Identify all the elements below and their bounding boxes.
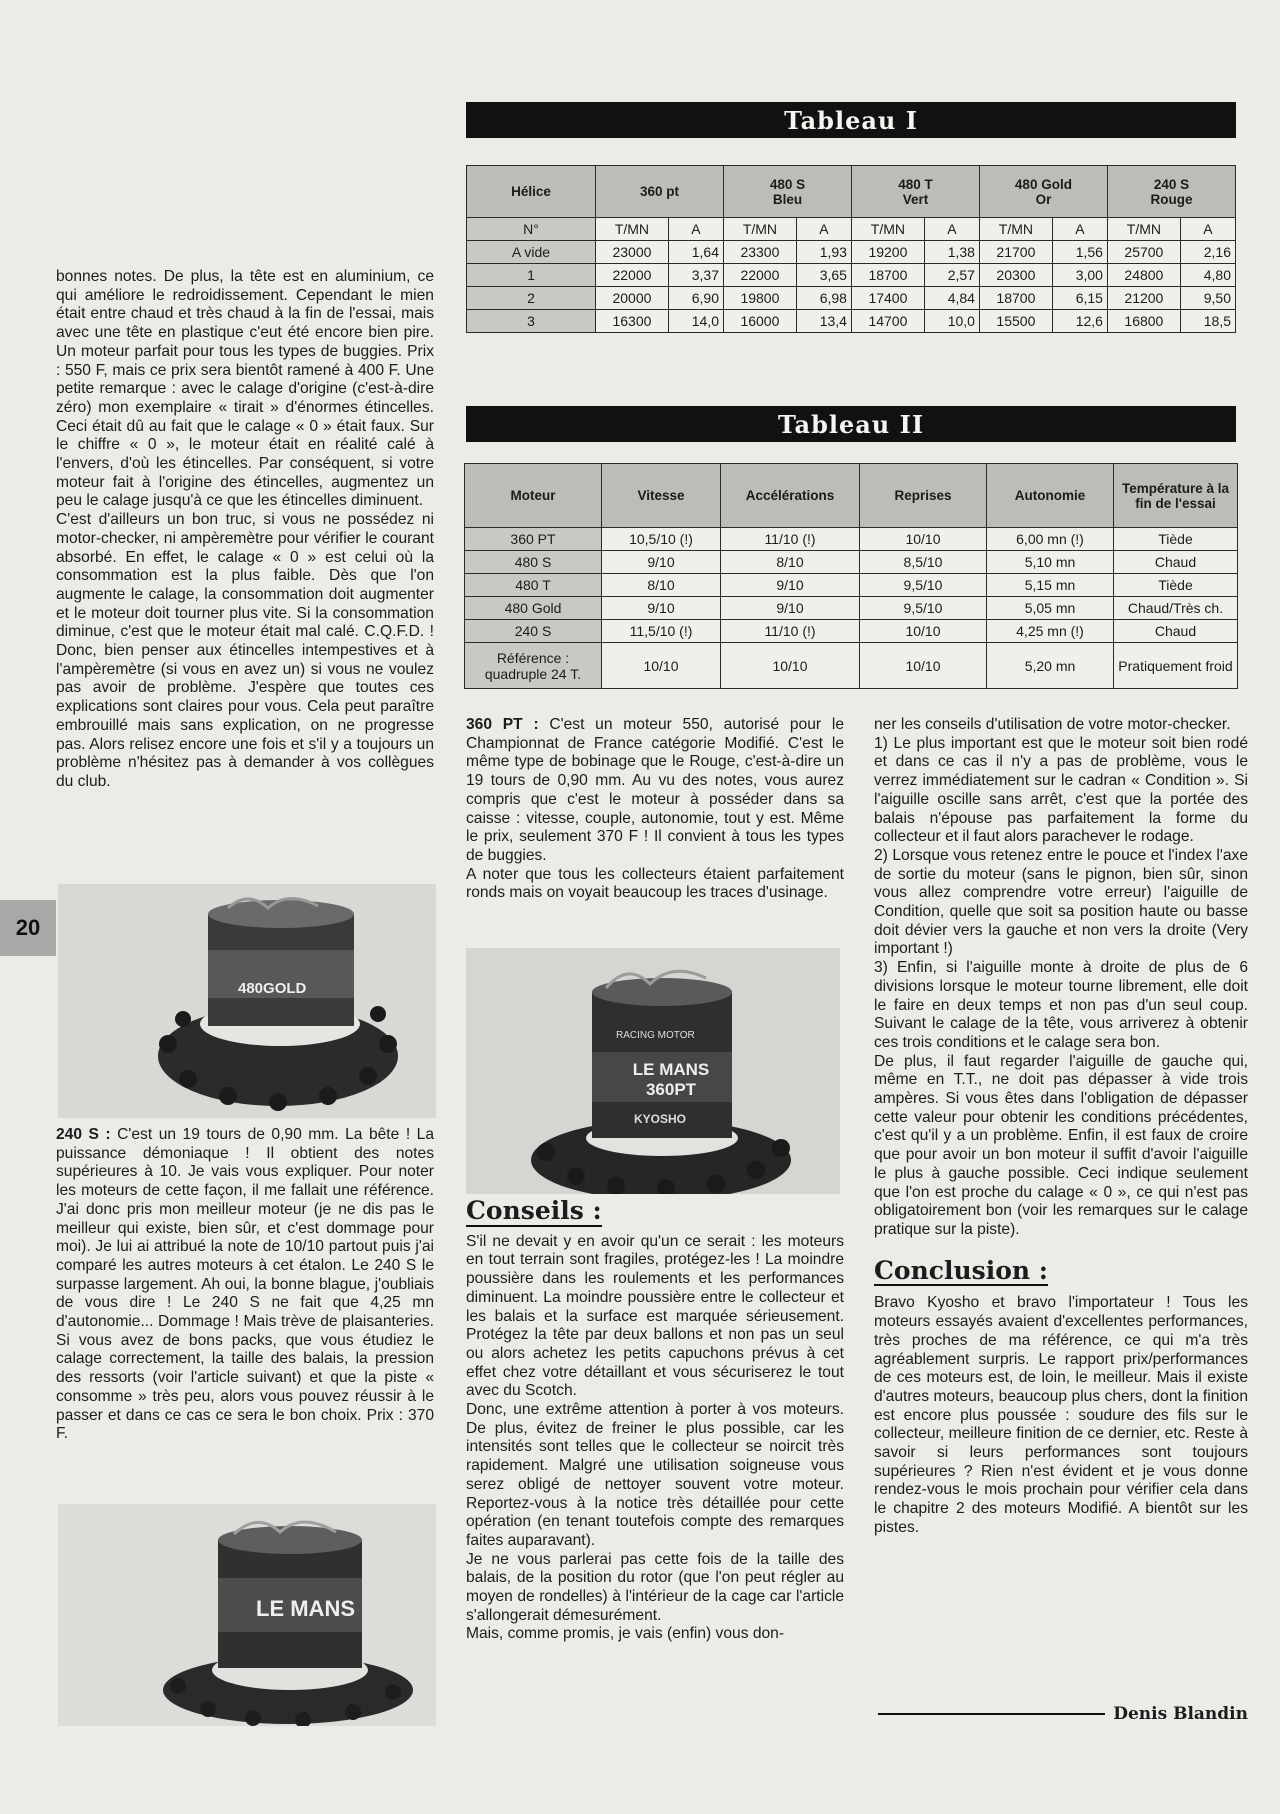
cell: 480 T xyxy=(465,574,602,597)
column-1-lower xyxy=(56,1126,434,1444)
cell: 6,98 xyxy=(796,287,851,310)
unit-a: A xyxy=(924,218,979,241)
paragraph xyxy=(56,1126,434,1444)
conseils-heading: Conseils : xyxy=(466,1196,602,1225)
cell: 9,50 xyxy=(1180,287,1235,310)
cell: 20000 xyxy=(596,287,669,310)
row-label: 3 xyxy=(467,310,596,333)
column-2-lower xyxy=(466,1196,844,1644)
cell: 3,37 xyxy=(668,264,723,287)
paragraph: C'est d'ailleurs un bon truc, si vous ne possédez ni motor-checker, ni ampèremètre pour vérifier le courant absorbé. En effet, le calage « 0 » est celui où la consommation est la plus faible. Dès que l'on augmente le calage, la consommation doit augmenter et le moteur doit tourner plus vite. Si la consommation diminue, c'est que le moteur était mal calé. C.Q.F.D. ! Donc, bien penser aux étincelles intempestives et à l'ampèremètre (si vous en avez un) si vous ne voulez pas avoir de problème. J'espère que toutes ces explications sont claires pour vous. Cela peut paraître embrouillé mais sans explication, on ne progresse pas. Alors relisez encore une fois et s'il y a toujours un problème n'hésitez pas à demander à vos collègues du club. xyxy=(56,511,434,790)
photo-label: 480GOLD xyxy=(238,980,307,997)
cell: 19200 xyxy=(851,241,924,264)
page-number: 20 xyxy=(0,900,56,956)
cell: 16300 xyxy=(596,310,669,333)
cell: 21200 xyxy=(1107,287,1180,310)
cell: 8/10 xyxy=(602,574,721,597)
tableau-2-title: Tableau II xyxy=(466,406,1236,442)
cell: 240 S xyxy=(465,620,602,643)
cell: 9/10 xyxy=(721,597,860,620)
row-label: 2 xyxy=(467,287,596,310)
table-row xyxy=(467,310,1236,333)
photo-label: RACING MOTOR xyxy=(616,1030,695,1041)
table-row xyxy=(467,264,1236,287)
row-label: 1 xyxy=(467,264,596,287)
cell: 16000 xyxy=(723,310,796,333)
table-row xyxy=(465,597,1238,620)
cell: 17400 xyxy=(851,287,924,310)
cell: 3,65 xyxy=(796,264,851,287)
cell: 16800 xyxy=(1107,310,1180,333)
cell: 10/10 xyxy=(721,643,860,689)
photo-label: LE MANS xyxy=(256,1596,355,1621)
cell: 10/10 xyxy=(860,620,987,643)
cell: 1,38 xyxy=(924,241,979,264)
signature-rule xyxy=(878,1713,1105,1715)
header-helice: Hélice xyxy=(467,166,596,218)
cell: 5,05 mn xyxy=(987,597,1114,620)
paragraph: S'il ne devait y en avoir qu'un ce serait : les moteurs en tout terrain sont fragiles, protégez-les ! La moindre poussière dans les roulements et les performances diminuent. La moindre poussière entre le collecteur et les balais et la surface est marquée sérieusement. Protégez la tête par deux ballons et non pas un seul ou alors achetez les petits capuchons prévus à cet effet chez votre détaillant et vous sécuriserez le tout avec du Scotch. xyxy=(466,1232,844,1400)
cell: 1,56 xyxy=(1052,241,1107,264)
cell: Tiède xyxy=(1114,574,1238,597)
cell: 15500 xyxy=(979,310,1052,333)
cell: 21700 xyxy=(979,241,1052,264)
column-3 xyxy=(874,716,1248,1538)
cell: 14,0 xyxy=(668,310,723,333)
header-temperature: Température à la fin de l'essai xyxy=(1114,464,1238,528)
motor-photo-240s xyxy=(58,1504,436,1726)
unit-tmn: T/MN xyxy=(851,218,924,241)
table-row xyxy=(465,551,1238,574)
cell: Pratiquement froid xyxy=(1114,643,1238,689)
row-label: N° xyxy=(467,218,596,241)
paragraph: A noter que tous les collecteurs étaient parfaitement ronds mais on voyait beaucoup les traces d'usinage. xyxy=(466,865,844,902)
cell: 22000 xyxy=(723,264,796,287)
cell: 10/10 xyxy=(860,528,987,551)
cell: 9,5/10 xyxy=(860,597,987,620)
cell: 22000 xyxy=(596,264,669,287)
unit-tmn: T/MN xyxy=(1107,218,1180,241)
paragraph-body: C'est un moteur 550, autorisé pour le Championnat de France catégorie Modifié. C'est le même type de bobinage que le Rouge, c'est-à-dire un 19 tours de 0,90 mm. Au vu des notes, vous aurez compris que c'est le moteur à posséder dans sa caisse : vitesse, couple, autonomie, tout y est. Même le prix, seulement 370 F ! Il convient à tous les types de buggies. xyxy=(466,716,844,864)
cell: 11/10 (!) xyxy=(721,528,860,551)
paragraph-body: C'est un 19 tours de 0,90 mm. La bête ! La puissance démoniaque ! Il obtient des notes supérieures à 10. Je vais vous expliquer. Pour noter les moteurs de cette façon, il me fallait une référence. J'ai donc pris mon meilleur moteur (je ne dis pas le meilleur qui existe, bien sûr, et c'est dommage pour moi). Je lui ai attribué la note de 10/10 partout puis j'ai comparé les autres moteurs à cet étalon. Le 240 S le surpasse largement. Ah oui, la bonne blague, j'oubliais de vous dire ! Le 240 S ne fait que 4,25 mn d'autonomie... Dommage ! Mais trève de plaisanteries. Si vous avez de bons packs, que vous étudiez le calage correctement, la taille des balais, la pression des ressorts (voir l'article suivant) et que la piste « consomme » très peu, alors vous pouvez réussir à le passer et dans ce cas ce sera le bon choix. Prix : 370 F. xyxy=(56,1126,435,1443)
unit-row xyxy=(467,218,1236,241)
cell: Chaud xyxy=(1114,620,1238,643)
paragraph: 3) Enfin, si l'aiguille monte à droite de plus de 6 divisions lorsque le moteur tourne librement, elle doit le faire en deux temps et non pas d'un seul coup. Suivant le calage de la tête, vous arriverez à obtenir ces trois conditions et le calage sera bon. xyxy=(874,959,1248,1051)
table-row xyxy=(465,574,1238,597)
cell: 18700 xyxy=(851,264,924,287)
cell: 18700 xyxy=(979,287,1052,310)
column-2 xyxy=(466,716,844,903)
unit-tmn: T/MN xyxy=(596,218,669,241)
column-1 xyxy=(56,268,434,792)
header-motor: 480 T Vert xyxy=(851,166,979,218)
paragraph: 1) Le plus important est que le moteur soit bien rodé et dans ce cas il n'y a pas de problème, vous le verrez immédiatement sur le cadran « Condition ». Si l'aiguille oscille sans arrêt, c'est que la portée des balais n'épouse pas parfaitement la forme du collecteur et il faut alors parachever le rodage. xyxy=(874,734,1248,846)
unit-tmn: T/MN xyxy=(979,218,1052,241)
cell: 11,5/10 (!) xyxy=(602,620,721,643)
cell: Chaud xyxy=(1114,551,1238,574)
tableau-1 xyxy=(466,165,1236,333)
motor-photo-360pt xyxy=(466,948,840,1194)
cell: 480 S xyxy=(465,551,602,574)
cell: 4,80 xyxy=(1180,264,1235,287)
cell: 24800 xyxy=(1107,264,1180,287)
cell: 10/10 xyxy=(602,643,721,689)
cell: 4,25 mn (!) xyxy=(987,620,1114,643)
unit-a: A xyxy=(1052,218,1107,241)
header-moteur: Moteur xyxy=(465,464,602,528)
paragraph: ner les conseils d'utilisation de votre motor-checker. xyxy=(874,716,1231,733)
cell: Chaud/Très ch. xyxy=(1114,597,1238,620)
cell: 4,84 xyxy=(924,287,979,310)
header-reprises: Reprises xyxy=(860,464,987,528)
cell: 5,15 mn xyxy=(987,574,1114,597)
cell: 6,90 xyxy=(668,287,723,310)
header-motor: 360 pt xyxy=(596,166,724,218)
cell: 1,93 xyxy=(796,241,851,264)
row-label: A vide xyxy=(467,241,596,264)
cell: 10/10 xyxy=(860,643,987,689)
unit-a: A xyxy=(796,218,851,241)
paragraph: Mais, comme promis, je vais (enfin) vous don- xyxy=(466,1625,785,1643)
cell: 9/10 xyxy=(721,574,860,597)
header-motor: 480 S Bleu xyxy=(723,166,851,218)
cell: 9/10 xyxy=(602,551,721,574)
cell: 8/10 xyxy=(721,551,860,574)
cell: 10,5/10 (!) xyxy=(602,528,721,551)
paragraph xyxy=(466,716,844,866)
cell: 6,00 mn (!) xyxy=(987,528,1114,551)
paragraph: De plus, il faut regarder l'aiguille de gauche qui, même en T.T., ne doit pas dépasser à vide trois ampères. Si vous êtes dans l'obligation de dépasser cette valeur pour obtenir les conditions précédentes, c'est qu'il y a un problème. Enfin, il est faux de croire que pour avoir un bon moteur il suffit d'avoir l'aiguille le plus à gauche possible. Ceci indique seulement que l'on est proche du calage « 0 », ce qui n'est pas obligatoirement bon (voir les remarques sur le calage pratique sur la piste). xyxy=(874,1052,1248,1238)
cell: 3,00 xyxy=(1052,264,1107,287)
cell: 19800 xyxy=(723,287,796,310)
unit-a: A xyxy=(1180,218,1235,241)
header-autonomie: Autonomie xyxy=(987,464,1114,528)
cell: 2,16 xyxy=(1180,241,1235,264)
cell: 23000 xyxy=(596,241,669,264)
table-row xyxy=(467,287,1236,310)
cell: 9/10 xyxy=(602,597,721,620)
signature xyxy=(878,1704,1248,1724)
paragraph: Je ne vous parlerai pas cette fois de la taille des balais, de la position du rotor (que l'on peut régler au moyen de rondelles) à l'intérieur de la cage car l'article s'allongerait démesurément. xyxy=(466,1550,844,1624)
cell: 9,5/10 xyxy=(860,574,987,597)
unit-a: A xyxy=(668,218,723,241)
author-name: Denis Blandin xyxy=(1113,1704,1248,1724)
cell: 20300 xyxy=(979,264,1052,287)
cell: 14700 xyxy=(851,310,924,333)
cell: 2,57 xyxy=(924,264,979,287)
motor-photo-480gold xyxy=(58,884,436,1118)
table-row xyxy=(465,643,1238,689)
photo-label: LE MANS 360PT xyxy=(632,1060,710,1099)
cell: 12,6 xyxy=(1052,310,1107,333)
cell: 8,5/10 xyxy=(860,551,987,574)
cell: 13,4 xyxy=(796,310,851,333)
cell: 480 Gold xyxy=(465,597,602,620)
header-motor: 480 Gold Or xyxy=(979,166,1107,218)
cell: 1,64 xyxy=(668,241,723,264)
cell: Référence : quadruple 24 T. xyxy=(465,643,602,689)
unit-tmn: T/MN xyxy=(723,218,796,241)
cell: 18,5 xyxy=(1180,310,1235,333)
conclusion-heading: Conclusion : xyxy=(874,1255,1048,1285)
cell: 11/10 (!) xyxy=(721,620,860,643)
header-motor: 240 S Rouge xyxy=(1107,166,1235,218)
table-row xyxy=(465,620,1238,643)
table-row xyxy=(467,241,1236,264)
paragraph: 2) Lorsque vous retenez entre le pouce et l'index l'axe de sortie du moteur (sans le pignon, bien sûr, sinon vous allez comprendre votre erreur) l'aiguille de Condition, quelle que soit sa position haute ou basse doit dévier vers la gauche et non vers la droite (Very important !) xyxy=(874,846,1248,958)
cell: 6,15 xyxy=(1052,287,1107,310)
cell: 25700 xyxy=(1107,241,1180,264)
header-vitesse: Vitesse xyxy=(602,464,721,528)
cell: Tiède xyxy=(1114,528,1238,551)
paragraph-lead: 360 PT : xyxy=(466,716,539,733)
cell: 5,20 mn xyxy=(987,643,1114,689)
header-accelerations: Accélérations xyxy=(721,464,860,528)
paragraph-lead: 240 S : xyxy=(56,1126,111,1143)
cell: 10,0 xyxy=(924,310,979,333)
cell: 360 PT xyxy=(465,528,602,551)
cell: 5,10 mn xyxy=(987,551,1114,574)
photo-label: KYOSHO xyxy=(634,1112,687,1126)
paragraph: Donc, une extrême attention à porter à vos moteurs. De plus, évitez de freiner le plus possible, car les intensités sont telles que le collecteur se noircit très rapidement. Malgré une utilisation soigneuse vous serez obligé de nettoyer souvent votre moteur. Reportez-vous à la notice très détaillée pour cette opération (en tenant toutefois compte des remarques faites auparavant). xyxy=(466,1401,844,1549)
tableau-1-title: Tableau I xyxy=(466,102,1236,138)
tableau-2 xyxy=(464,463,1238,689)
cell: 23300 xyxy=(723,241,796,264)
table-row xyxy=(465,528,1238,551)
paragraph: Bravo Kyosho et bravo l'importateur ! Tous les moteurs essayés avaient d'excellentes performances, très proches de ma référence, ce qui m'a très agréablement surpris. Le rapport prix/performances de ces moteurs est, de loin, le meilleur. Mais il existe d'autres moteurs, beaucoup plus chers, dont la finition est encore plus poussée : soudure des fils sur le collecteur, meilleure finition de ce dernier, etc. Reste à savoir si leurs performances sont toujours supérieures ? Rien n'est évident et je vous donne rendez-vous le mois prochain pour vérifier cela dans le chapitre 2 des moteurs Modifié. A bientôt sur les pistes. xyxy=(874,1294,1248,1536)
paragraph: bonnes notes. De plus, la tête est en aluminium, ce qui améliore le redroidissement. Cependant le mien était entre chaud et très chaud à la fin de l'essai, mais avec une tête en plastique c'eut été encore bien pire. Un moteur parfait pour tous les types de buggies. Prix : 550 F, mais ce prix sera bientôt ramené à 400 F. Une petite remarque : avec le calage d'origine (c'est-à-dire zéro) mon exemplaire « tirait » d'énormes étincelles. Ceci était dû au fait que le calage « 0 » était faux. Sur le chiffre « 0 », le moteur était en réalité calé à l'envers, d'où les étincelles. Par conséquent, si votre moteur fait à l'origine des étincelles, augmentez un peu le calage jusqu'à ce que les étincelles diminuent. xyxy=(56,268,434,510)
